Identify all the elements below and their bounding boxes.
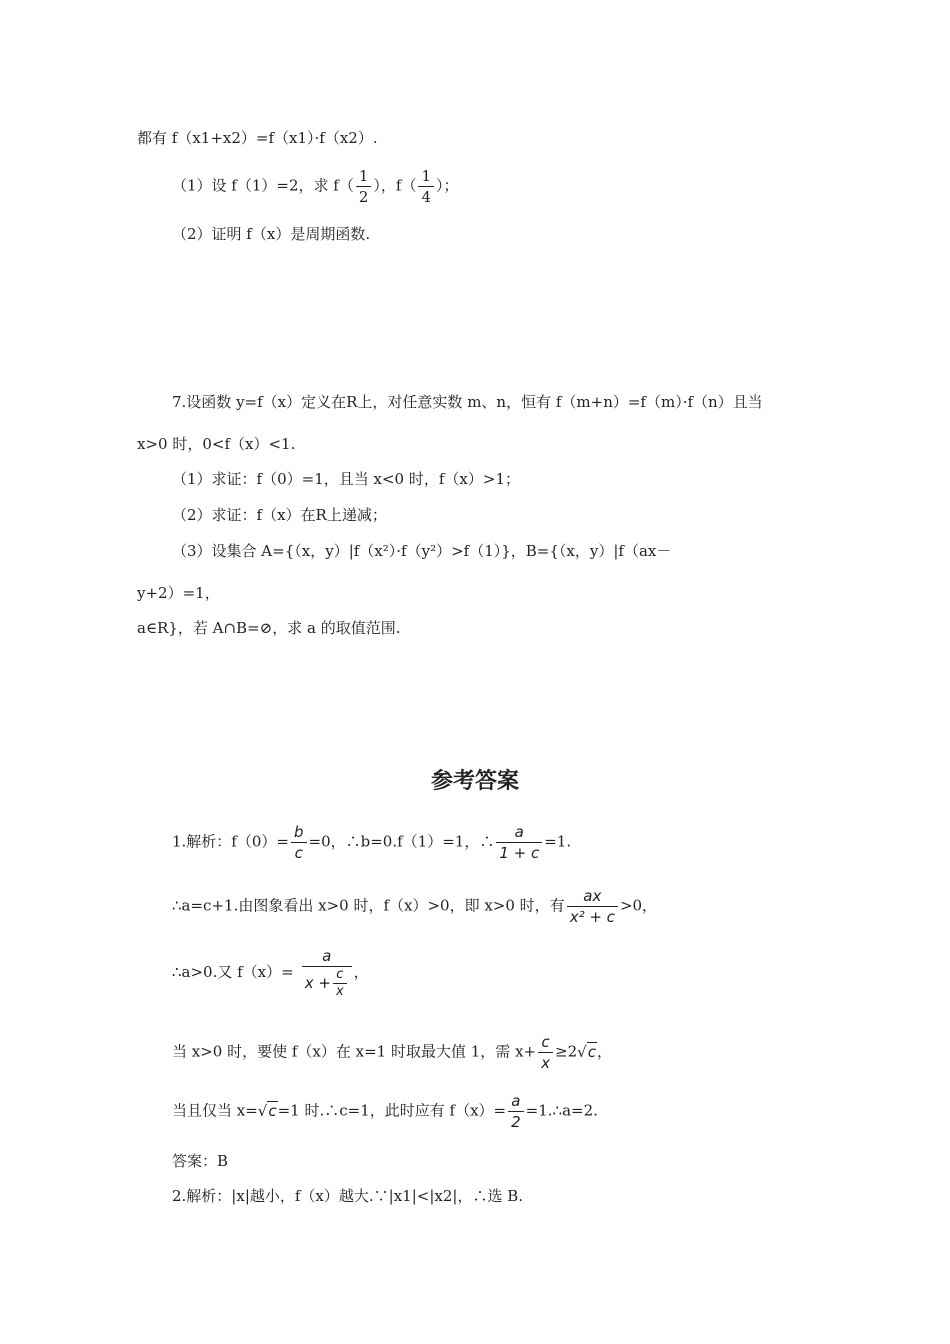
answer-line-7: 2.解析：|x|越小，f（x）越大.∵|x1|<|x2|，∴选 B. [172, 1187, 524, 1205]
problem-7-sub-2: （2）求证：f（x）在R上递减； [172, 506, 387, 524]
problem-7-sub-3-cont-2: a∈R}，若 A∩B=⊘，求 a 的取值范围. [137, 619, 401, 637]
fraction: $\frac{a}{2}$ [508, 1091, 524, 1132]
fraction: $\frac{c}{x}$ [538, 1032, 553, 1073]
fraction: $\frac{1}{4}$ [418, 166, 434, 207]
answer-title: 参考答案 [430, 769, 519, 794]
square-root: √c [577, 1042, 596, 1061]
answer-line-4: 当 x>0 时，要使 f（x）在 x=1 时取最大值 1，需 x+ $\frac{c}{x}$ ≥2√c， [172, 1033, 612, 1072]
answer-line-3: ∴a>0.又 f（x）= a x + $\frac{c}{x}$ ， [172, 947, 369, 999]
fraction: $\frac{a}{1 + c}$ [496, 822, 542, 863]
question-2-line: （2）证明 f（x）是周期函数. [172, 225, 371, 243]
question-1-line: （1）设 f（1）=2，求 f（ $\frac{1}{2}$ ），f（ $\frac{1}{4}$ ）； [172, 167, 459, 206]
fraction: $\frac{b}{c}$ [291, 822, 307, 863]
problem-7-line-1: 7.设函数 y=f（x）定义在R上，对任意实数 m、n，恒有 f（m+n）=f（m）·f（n）且当 [172, 393, 763, 411]
square-root: √c [257, 1101, 277, 1120]
problem-7-sub-3-cont: y+2）=1， [137, 584, 220, 602]
problem-7-line-2: x>0 时，0<f（x）<1. [137, 435, 296, 453]
text-line: 都有 f（x1+x2）=f（x1）·f（x2）. [137, 129, 378, 147]
answer-key: 答案：B [172, 1152, 229, 1170]
fraction: $\frac{ax}{\text{x² + c}}$ [567, 886, 618, 927]
fraction: $\frac{1}{2}$ [356, 166, 372, 207]
answer-line-1: 1.解析：f（0）= $\frac{b}{c}$ =0，∴b=0.f（1）=1，∴ $\frac{a}{1 + c}$ =1. [172, 823, 572, 862]
answer-line-5: 当且仅当 x=√c=1 时.∴c=1，此时应有 f（x）= $\frac{a}{2}$ =1.∴a=2. [172, 1092, 598, 1131]
fraction: a x + $\frac{c}{x}$ [302, 946, 352, 1000]
answer-line-2: ∴a=c+1.由图象看出 x>0 时，f（x）>0，即 x>0 时，有 $\frac{ax}{\text{x² + c}}$ >0， [172, 887, 658, 926]
problem-7-sub-1: （1）求证：f（0）=1，且当 x<0 时，f（x）>1； [172, 470, 520, 488]
problem-7-sub-3: （3）设集合 A={（x，y）|f（x²）·f（y²）>f（1）}，B={（x，y）|f（ax－ [172, 542, 672, 560]
